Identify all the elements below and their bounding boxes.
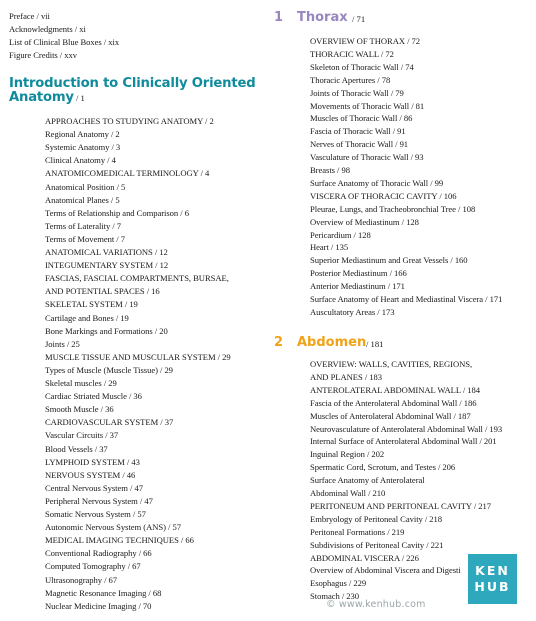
toc-entry[interactable]: Nuclear Medicine Imaging / 70	[45, 600, 152, 611]
toc-entry[interactable]: Thoracic Apertures / 78	[310, 74, 391, 85]
front-matter-item[interactable]: Acknowledgments / xi	[9, 24, 86, 35]
toc-entry[interactable]: VISCERA OF THORACIC CAVITY / 106	[310, 190, 457, 201]
toc-entry[interactable]: CARDIOVASCULAR SYSTEM / 37	[45, 417, 174, 428]
toc-entry[interactable]: Blood Vessels / 37	[45, 443, 108, 454]
chapter-1-page-number: / 71	[352, 14, 366, 24]
chapter-1-title: Thorax	[297, 10, 348, 25]
toc-entry[interactable]: PERITONEUM AND PERITONEAL CAVITY / 217	[310, 500, 492, 511]
toc-entry[interactable]: OVERVIEW OF THORAX / 72	[310, 36, 421, 46]
chapter-2-page-number: / 181	[366, 339, 384, 349]
toc-entry[interactable]: Fascia of Thoracic Wall / 91	[310, 126, 406, 137]
toc-entry[interactable]: Terms of Movement / 7	[45, 233, 125, 244]
toc-entry[interactable]: Surface Anatomy of Anterolateral	[310, 475, 425, 486]
toc-entry[interactable]: Superior Mediastinum and Great Vessels / 160	[310, 255, 468, 266]
toc-entry[interactable]: ANTEROLATERAL ABDOMINAL WALL / 184	[310, 384, 481, 395]
toc-entry[interactable]: Peripheral Nervous System / 47	[45, 495, 153, 506]
toc-entry[interactable]: Subdivisions of Peritoneal Cavity / 221	[310, 539, 444, 550]
toc-entry[interactable]: Terms of Relationship and Comparison / 6	[45, 207, 189, 218]
toc-entry[interactable]: FASCIAS, FASCIAL COMPARTMENTS, BURSAE,	[45, 273, 229, 284]
toc-entry[interactable]: Skeletal muscles / 29	[45, 378, 117, 388]
toc-entry[interactable]: Systemic Anatomy / 3	[45, 142, 121, 153]
chapter-2-number: 2	[274, 335, 284, 350]
toc-entry[interactable]: Cartilage and Bones / 19	[45, 312, 129, 323]
toc-entry[interactable]: Posterior Mediastinum / 166	[310, 268, 407, 279]
front-matter-item[interactable]: Figure Credits / xxv	[9, 50, 77, 61]
toc-entry[interactable]: Auscultatory Areas / 173	[310, 306, 395, 317]
toc-entry[interactable]: Anterior Mediastinum / 171	[310, 281, 405, 292]
toc-entry[interactable]: AND PLANES / 183	[310, 371, 383, 382]
toc-entry[interactable]: Spermatic Cord, Scrotum, and Testes / 206	[310, 462, 456, 473]
toc-entry[interactable]: LYMPHOID SYSTEM / 43	[45, 456, 140, 467]
toc-entry[interactable]: Conventional Radiography / 66	[45, 548, 152, 559]
watermark-credit: © www.kenhub.com	[326, 599, 426, 610]
toc-entry[interactable]: ANATOMICAL VARIATIONS / 12	[45, 247, 168, 257]
toc-entry[interactable]: APPROACHES TO STUDYING ANATOMY / 2	[45, 116, 214, 126]
toc-entry[interactable]: THORACIC WALL / 72	[310, 48, 394, 59]
toc-entry[interactable]: Anatomical Planes / 5	[45, 194, 120, 205]
toc-entry[interactable]: AND POTENTIAL SPACES / 16	[45, 286, 160, 297]
toc-entry[interactable]: ANATOMICOMEDICAL TERMINOLOGY / 4	[45, 168, 210, 179]
toc-entry[interactable]: Clinical Anatomy / 4	[45, 155, 116, 166]
toc-entry[interactable]: Embryology of Peritoneal Cavity / 218	[310, 513, 443, 524]
intro-title-line1: Introduction to Clinically Oriented	[9, 76, 256, 91]
toc-entry[interactable]: Fascia of the Anterolateral Abdominal Wall / 186	[310, 397, 477, 408]
toc-entry[interactable]: Joints / 25	[45, 338, 80, 349]
toc-entry[interactable]: Peritoneal Formations / 219	[310, 526, 405, 537]
chapter-2-title: Abdomen	[297, 335, 367, 350]
toc-entry[interactable]: Stomach / 230	[310, 591, 359, 602]
toc-entry[interactable]: Surface Anatomy of Heart and Mediastinal Viscera / 171	[310, 294, 503, 304]
toc-entry[interactable]: Overview of Abdominal Viscera and Digesti	[310, 565, 461, 576]
toc-entry[interactable]: Types of Muscle (Muscle Tissue) / 29	[45, 364, 173, 375]
front-matter-item[interactable]: Preface / vii	[9, 11, 50, 21]
toc-entry[interactable]: MUSCLE TISSUE AND MUSCULAR SYSTEM / 29	[45, 351, 231, 362]
toc-entry[interactable]: Vascular Circuits / 37	[45, 430, 119, 441]
toc-entry[interactable]: SKELETAL SYSTEM / 19	[45, 299, 138, 310]
logo-text-bottom: HUB	[474, 579, 511, 594]
intro-heading[interactable]	[9, 77, 255, 105]
toc-entry[interactable]: MEDICAL IMAGING TECHNIQUES / 66	[45, 535, 194, 546]
intro-page-number: / 1	[73, 93, 85, 103]
toc-entry[interactable]: Computed Tomography / 67	[45, 561, 141, 572]
toc-entry[interactable]: OVERVIEW: WALLS, CAVITIES, REGIONS,	[310, 359, 473, 369]
toc-entry[interactable]: Joints of Thoracic Wall / 79	[310, 87, 404, 98]
front-matter-item[interactable]: List of Clinical Blue Boxes / xix	[9, 37, 120, 48]
toc-entry[interactable]: Pericardium / 128	[310, 229, 371, 240]
toc-entry[interactable]: Cardiac Striated Muscle / 36	[45, 391, 142, 402]
toc-entry[interactable]: Regional Anatomy / 2	[45, 129, 120, 140]
toc-entry[interactable]: Inguinal Region / 202	[310, 449, 385, 460]
toc-entry[interactable]: Muscles of Anterolateral Abdominal Wall / 187	[310, 410, 471, 421]
toc-entry[interactable]: Anatomical Position / 5	[45, 181, 126, 192]
toc-entry[interactable]: INTEGUMENTARY SYSTEM / 12	[45, 260, 169, 271]
toc-entry[interactable]: Nerves of Thoracic Wall / 91	[310, 139, 409, 150]
toc-entry[interactable]: Terms of Laterality / 7	[45, 220, 122, 231]
toc-entry[interactable]: Autonomic Nervous System (ANS) / 57	[45, 522, 181, 533]
toc-entry[interactable]: Pleurae, Lungs, and Tracheobronchial Tree / 108	[310, 203, 476, 214]
toc-entry[interactable]: Muscles of Thoracic Wall / 86	[310, 113, 413, 124]
toc-entry[interactable]: Magnetic Resonance Imaging / 68	[45, 587, 162, 598]
toc-entry[interactable]: Somatic Nervous System / 57	[45, 509, 146, 519]
logo-text-top: KEN	[475, 563, 510, 578]
toc-entry[interactable]: Overview of Mediastinum / 128	[310, 216, 419, 227]
toc-entry[interactable]: Movements of Thoracic Wall / 81	[310, 100, 425, 111]
chapter-1-number: 1	[274, 10, 284, 25]
intro-title-line2: Anatomy	[9, 90, 74, 105]
kenhub-logo	[468, 554, 517, 604]
toc-entry[interactable]: Skeleton of Thoracic Wall / 74	[310, 61, 414, 72]
toc-entry[interactable]: Smooth Muscle / 36	[45, 404, 114, 415]
toc-entry[interactable]: NERVOUS SYSTEM / 46	[45, 469, 136, 480]
toc-entry[interactable]: Surface Anatomy of Thoracic Wall / 99	[310, 177, 444, 188]
toc-entry[interactable]: Vasculature of Thoracic Wall / 93	[310, 152, 424, 163]
toc-entry[interactable]: Bone Markings and Formations / 20	[45, 325, 168, 336]
toc-entry[interactable]: Abdominal Wall / 210	[310, 488, 386, 498]
toc-entry[interactable]: Breasts / 98	[310, 165, 350, 175]
toc-entry[interactable]: Esophagus / 229	[310, 578, 367, 589]
toc-entry[interactable]: Neurovasculature of Anterolateral Abdominal Wall / 193	[310, 423, 503, 434]
toc-entry[interactable]: Central Nervous System / 47	[45, 482, 143, 493]
toc-entry[interactable]: Internal Surface of Anterolateral Abdominal Wall / 201	[310, 436, 497, 447]
toc-entry[interactable]: ABDOMINAL VISCERA / 226	[310, 552, 419, 563]
toc-entry[interactable]: Ultrasonography / 67	[45, 574, 118, 585]
toc-entry[interactable]: Heart / 135	[310, 242, 349, 253]
